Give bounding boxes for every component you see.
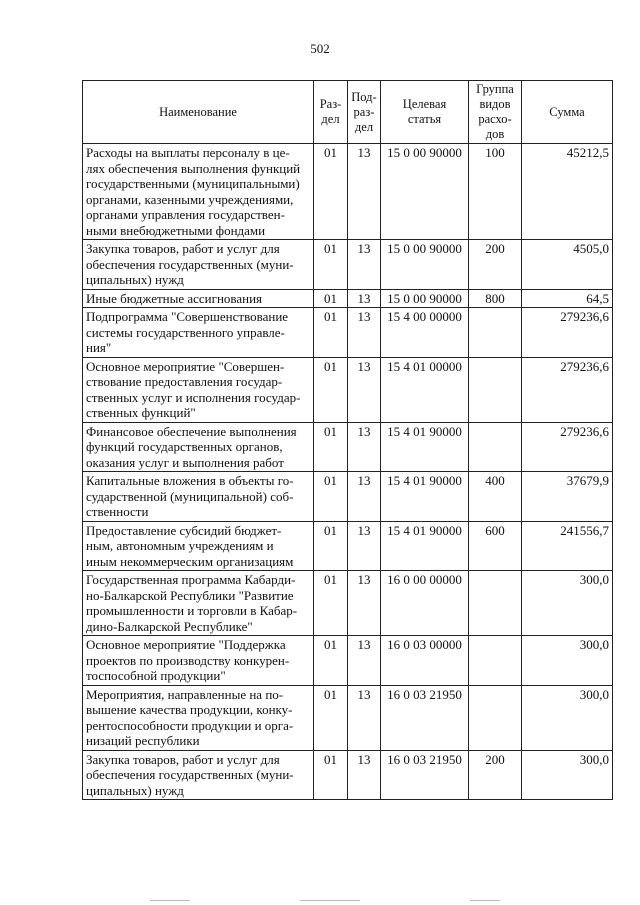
cell-group — [469, 571, 522, 636]
cell-article: 15 4 00 00000 — [381, 308, 469, 358]
cell-article: 16 0 00 00000 — [381, 571, 469, 636]
cell-group: 100 — [469, 144, 522, 240]
cell-name-line: сударственной (муниципальной) соб- — [86, 488, 294, 504]
cell-podrazdel: 13 — [348, 240, 381, 290]
cell-razdel: 01 — [314, 357, 348, 422]
cell-article: 15 4 01 90000 — [381, 521, 469, 571]
cell-group: 600 — [469, 521, 522, 571]
cell-podrazdel: 13 — [348, 289, 381, 308]
cell-razdel: 01 — [314, 144, 348, 240]
table-row — [83, 422, 613, 472]
header-group-line: Группа — [476, 82, 514, 96]
cell-name-line: государственными (муниципальными) — [86, 176, 300, 191]
cell-razdel: 01 — [314, 240, 348, 290]
cell-podrazdel: 13 — [348, 571, 381, 636]
cell-name — [83, 750, 314, 800]
header-group-line: видов — [479, 97, 511, 111]
cell-sum: 300,0 — [522, 750, 613, 800]
header-podrazdel-line: Под- — [351, 89, 377, 104]
cell-sum: 64,5 — [522, 289, 613, 308]
cell-name-line: ципальных) нужд — [86, 272, 184, 287]
table-row — [83, 472, 613, 522]
cell-group — [469, 422, 522, 472]
cell-name-line: дино-Балкарской Республике" — [86, 618, 253, 634]
header-razdel — [314, 81, 348, 144]
cell-name — [83, 422, 314, 472]
cell-name — [83, 357, 314, 422]
cell-sum: 300,0 — [522, 571, 613, 636]
cell-group: 200 — [469, 240, 522, 290]
cell-name — [83, 685, 314, 750]
cell-razdel: 01 — [314, 571, 348, 636]
cell-name — [83, 240, 314, 290]
cell-article: 15 4 01 00000 — [381, 357, 469, 422]
cell-name-line: Капитальные вложения в объекты го- — [86, 473, 294, 488]
cell-sum: 300,0 — [522, 636, 613, 686]
cell-name-line: Предоставление субсидий бюджет- — [86, 522, 282, 538]
cell-razdel: 01 — [314, 289, 348, 308]
cell-name-line: функций государственных органов, — [86, 439, 283, 454]
table-header-row — [83, 81, 613, 144]
table-row — [83, 750, 613, 800]
header-podrazdel — [348, 81, 381, 144]
cell-group: 200 — [469, 750, 522, 800]
table-row — [83, 357, 613, 422]
cell-sum: 279236,6 — [522, 308, 613, 358]
cell-group — [469, 636, 522, 686]
cell-podrazdel: 13 — [348, 472, 381, 522]
cell-name-line: ния" — [86, 340, 112, 355]
cell-group: 800 — [469, 289, 522, 308]
cell-article: 15 4 01 90000 — [381, 472, 469, 522]
cell-razdel: 01 — [314, 422, 348, 472]
table-row — [83, 240, 613, 290]
cell-name-line: ствование предоставления государ- — [86, 374, 283, 389]
cell-podrazdel: 13 — [348, 521, 381, 571]
cell-name-line: оказания услуг и выполнения работ — [86, 454, 284, 470]
cell-name-line: Расходы на выплаты персоналу в це- — [86, 145, 290, 160]
cell-name-line: низаций республики — [86, 733, 200, 748]
cell-name-line: Финансовое обеспечение выполнения — [86, 423, 297, 439]
cell-sum: 4505,0 — [522, 240, 613, 290]
cell-razdel: 01 — [314, 750, 348, 800]
header-podrazdel-line: дел — [354, 119, 374, 134]
cell-name — [83, 571, 314, 636]
cell-name — [83, 636, 314, 686]
scan-artifact — [150, 900, 190, 901]
cell-name-line: ципальных) нужд — [86, 782, 184, 798]
cell-podrazdel: 13 — [348, 422, 381, 472]
cell-podrazdel: 13 — [348, 636, 381, 686]
cell-name-line: Подпрограмма "Совершенствование — [86, 309, 289, 324]
cell-sum: 279236,6 — [522, 357, 613, 422]
cell-article: 15 0 00 90000 — [381, 289, 469, 308]
cell-name-line: ственности — [86, 504, 149, 519]
header-name: Наименование — [83, 81, 314, 144]
cell-name-line: ственных функций" — [86, 405, 196, 420]
cell-sum: 300,0 — [522, 685, 613, 750]
cell-group: 400 — [469, 472, 522, 522]
cell-name-line: обеспечения государственных (муни- — [86, 256, 294, 272]
cell-name-line: иным некоммерческим организациям — [86, 553, 294, 569]
header-article-line: статья — [407, 112, 442, 126]
cell-name-line: Закупка товаров, работ и услуг для — [86, 241, 280, 256]
header-article — [381, 81, 469, 144]
cell-name-line: Государственная программа Кабарди- — [86, 572, 296, 587]
cell-name-line: промышленности и торговли в Кабар- — [86, 603, 298, 618]
table-body — [83, 144, 613, 800]
table-row — [83, 636, 613, 686]
scan-artifact — [300, 900, 360, 901]
cell-sum: 45212,5 — [522, 144, 613, 240]
table-row — [83, 308, 613, 358]
cell-sum: 279236,6 — [522, 422, 613, 472]
cell-name-line: тоспособной продукции" — [86, 668, 226, 683]
cell-razdel: 01 — [314, 472, 348, 522]
header-razdel-line: Раз- — [319, 97, 342, 111]
table-row — [83, 571, 613, 636]
cell-razdel: 01 — [314, 685, 348, 750]
cell-name-line: но-Балкарской Республики "Развитие — [86, 587, 294, 603]
cell-podrazdel: 13 — [348, 144, 381, 240]
cell-razdel: 01 — [314, 521, 348, 571]
cell-name-line: Основное мероприятие "Поддержка — [86, 637, 286, 652]
cell-name-line: проектов по производству конкурен- — [86, 652, 290, 668]
budget-table — [82, 80, 613, 800]
cell-article: 15 4 01 90000 — [381, 422, 469, 472]
scan-artifact — [470, 900, 500, 901]
cell-name-line: обеспечения государственных (муни- — [86, 767, 294, 782]
cell-name-line: Закупка товаров, работ и услуг для — [86, 751, 280, 767]
cell-razdel: 01 — [314, 308, 348, 358]
cell-name-line: ным, автономным учреждениям и — [86, 538, 274, 553]
table-row — [83, 685, 613, 750]
cell-podrazdel: 13 — [348, 308, 381, 358]
cell-name — [83, 289, 314, 308]
cell-group — [469, 357, 522, 422]
header-podrazdel-line: раз- — [353, 104, 375, 119]
cell-name-line: органами управления государствен- — [86, 207, 285, 222]
header-article-line: Целевая — [402, 97, 447, 111]
cell-name — [83, 308, 314, 358]
table-row — [83, 289, 613, 308]
table-row — [83, 144, 613, 240]
cell-article: 15 0 00 90000 — [381, 240, 469, 290]
cell-sum: 241556,7 — [522, 521, 613, 571]
header-group-line: дов — [485, 127, 505, 141]
cell-article: 16 0 03 21950 — [381, 750, 469, 800]
cell-name — [83, 521, 314, 571]
page-number: 502 — [310, 41, 330, 56]
cell-name-line: ными внебюджетными фондами — [86, 222, 266, 238]
cell-name-line: лях обеспечения выполнения функций — [86, 160, 301, 176]
header-group-line: расхо- — [478, 112, 512, 126]
cell-group — [469, 308, 522, 358]
cell-name — [83, 472, 314, 522]
cell-podrazdel: 13 — [348, 357, 381, 422]
cell-razdel: 01 — [314, 636, 348, 686]
cell-name-line: Иные бюджетные ассигнования — [86, 290, 263, 306]
header-sum: Сумма — [522, 81, 613, 144]
cell-group — [469, 685, 522, 750]
cell-name-line: системы государственного управле- — [86, 324, 285, 340]
cell-article: 16 0 03 21950 — [381, 685, 469, 750]
cell-name-line: Основное мероприятие "Совершен- — [86, 358, 285, 374]
cell-name-line: органами, казенными учреждениями, — [86, 191, 294, 207]
cell-name-line: ственных услуг и исполнения государ- — [86, 389, 301, 405]
cell-article: 16 0 03 00000 — [381, 636, 469, 686]
cell-name-line: Мероприятия, направленные на по- — [86, 686, 284, 702]
cell-name-line: рентоспособности продукции и орга- — [86, 717, 294, 733]
table-row — [83, 521, 613, 571]
header-razdel-line: дел — [321, 112, 340, 126]
cell-name-line: вышение качества продукции, конку- — [86, 702, 293, 717]
cell-podrazdel: 13 — [348, 685, 381, 750]
cell-name — [83, 144, 314, 240]
cell-sum: 37679,9 — [522, 472, 613, 522]
header-group — [469, 81, 522, 144]
cell-podrazdel: 13 — [348, 750, 381, 800]
cell-article: 15 0 00 90000 — [381, 144, 469, 240]
